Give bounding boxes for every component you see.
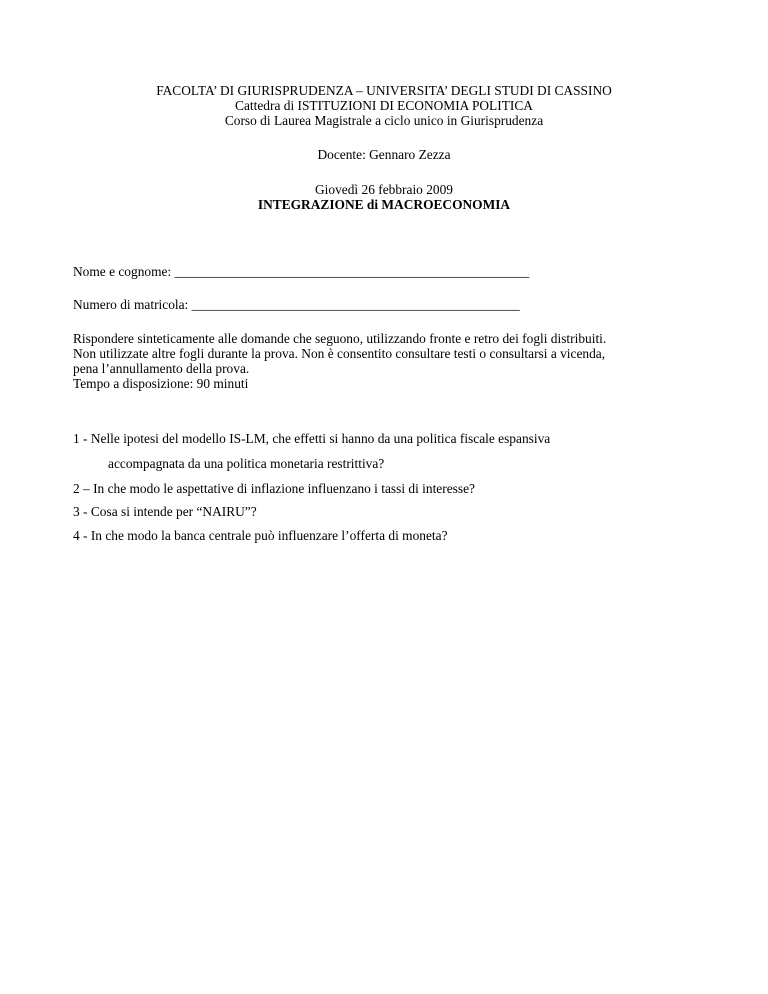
exam-title: INTEGRAZIONE di MACROECONOMIA [257, 197, 511, 212]
instructions [73, 331, 753, 391]
question-1-continuation [73, 456, 753, 471]
matricola-field-label: Numero di matricola: _________________________________________________ [73, 297, 520, 312]
question-1 [73, 431, 753, 446]
teacher-line: Docente: Gennaro Zezza [317, 147, 451, 162]
instructions-line: Tempo a disposizione: 90 minuti [73, 376, 249, 391]
chair-line: Cattedra di ISTITUZIONI DI ECONOMIA POLITICA [235, 98, 533, 113]
teacher-block [0, 147, 768, 162]
matricola-field[interactable] [73, 297, 753, 312]
exam-header [0, 83, 768, 128]
instructions-line: Rispondere sinteticamente alle domande che seguono, utilizzando fronte e retro dei fogli distribuiti. [73, 331, 607, 346]
instructions-line: Non utilizzate altre fogli durante la prova. Non è consentito consultare testi o consultarsi a vicenda, [73, 346, 606, 361]
name-field[interactable] [73, 264, 753, 279]
question-1-text-continued: accompagnata da una politica monetaria restrittiva? [108, 456, 385, 471]
date-title-block [0, 182, 768, 212]
name-field-label: Nome e cognome: _____________________________________________________ [73, 264, 530, 279]
faculty-line: FACOLTA’ DI GIURISPRUDENZA – UNIVERSITA’ DEGLI STUDI DI CASSINO [156, 83, 612, 98]
instructions-line: pena l’annullamento della prova. [73, 361, 250, 376]
course-line: Corso di Laurea Magistrale a ciclo unico in Giurisprudenza [224, 113, 544, 128]
question-4-text: 4 - In che modo la banca centrale può influenzare l’offerta di moneta? [73, 528, 448, 543]
question-3-text: 3 - Cosa si intende per “NAIRU”? [73, 504, 257, 519]
question-2 [73, 481, 753, 496]
question-3 [73, 504, 753, 519]
question-1-text: 1 - Nelle ipotesi del modello IS-LM, che effetti si hanno da una politica fiscale espansiva [73, 431, 551, 446]
question-4 [73, 528, 753, 543]
exam-date: Giovedì 26 febbraio 2009 [315, 182, 453, 197]
question-2-text: 2 – In che modo le aspettative di inflazione influenzano i tassi di interesse? [73, 481, 475, 496]
